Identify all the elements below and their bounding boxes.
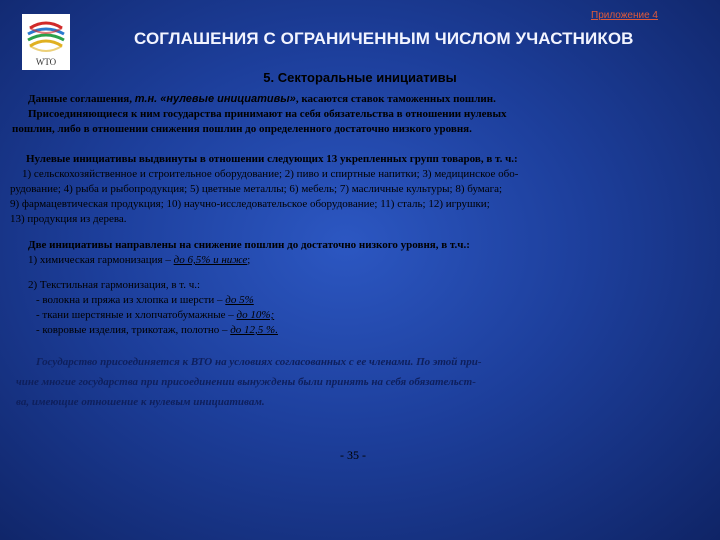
zero-groups-line-1: 1) сельскохозяйственное и строительное оборудование; 2) пиво и спиртные напитки; 3) медицинское обо- (22, 168, 519, 180)
zero-groups-lead: Нулевые инициативы выдвинуты в отношении следующих 13 укрепленных групп товаров, в т. ч.: (26, 153, 518, 165)
textile-item-1: - волокна и пряжа из хлопка и шерсти – до 5% (36, 294, 254, 306)
paragraph-two-initiatives (12, 238, 702, 268)
textile-item-3: - ковровые изделия, трикотаж, полотно – до 12,5 %. (36, 324, 278, 336)
page-number: - 35 - (340, 448, 366, 462)
slide-title: СОГЛАШЕНИЯ С ОГРАНИЧЕННЫМ ЧИСЛОМ УЧАСТНИКОВ (134, 29, 634, 48)
paragraph-zero-groups (10, 152, 706, 227)
appendix-link[interactable]: Приложение 4 (591, 10, 658, 21)
paragraph-textile (16, 278, 706, 338)
intro-line-1: Данные соглашения, т.н. «нулевые инициативы», касаются ставок таможенных пошлин. (28, 93, 496, 105)
section-subtitle: 5. Секторальные инициативы (263, 70, 457, 85)
textile-item-2: - ткани шерстяные и хлопчатобумажные – до 10%; (36, 309, 275, 321)
accession-line-2: чине многие государства при присоединении вынуждены были принять на себя обязательст- (16, 376, 476, 388)
intro-line-2: Присоединяющиеся к ним государства принимают на себя обязательства в отношении нулевых (28, 108, 507, 120)
wto-logo (22, 14, 70, 70)
accession-line-3: ва, имеющие отношение к нулевым инициативам. (16, 396, 265, 408)
paragraph-accession (16, 352, 706, 412)
two-initiatives-lead: Две инициативы направлены на снижение пошлин до достаточно низкого уровня, в т.ч.: (28, 239, 470, 251)
zero-initiatives-term: т.н. «нулевые инициативы» (134, 93, 296, 105)
zero-groups-line-3: 9) фармацевтическая продукция; 10) научно-исследовательское оборудование; 11) сталь; 12) игрушки; (10, 198, 490, 210)
accession-line-1: Государство присоединяется к ВТО на условиях согласованных с ее членами. По этой при- (36, 356, 482, 368)
chemical-harmonization: 1) химическая гармонизация – до 6,5% и ниже; (28, 254, 251, 266)
zero-groups-line-4: 13) продукция из дерева. (10, 213, 127, 225)
intro-line-3: пошлин, либо в отношении снижения пошлин до определенного достаточно низкого уровня. (12, 123, 472, 135)
wto-logo-text: WTO (35, 57, 57, 67)
textile-lead: 2) Текстильная гармонизация, в т. ч.: (28, 279, 201, 291)
paragraph-intro (12, 92, 702, 137)
zero-groups-line-2: рудование; 4) рыба и рыбопродукция; 5) цветные металлы; 6) мебель; 7) масличные культуры; 8) бумага; (10, 183, 503, 195)
